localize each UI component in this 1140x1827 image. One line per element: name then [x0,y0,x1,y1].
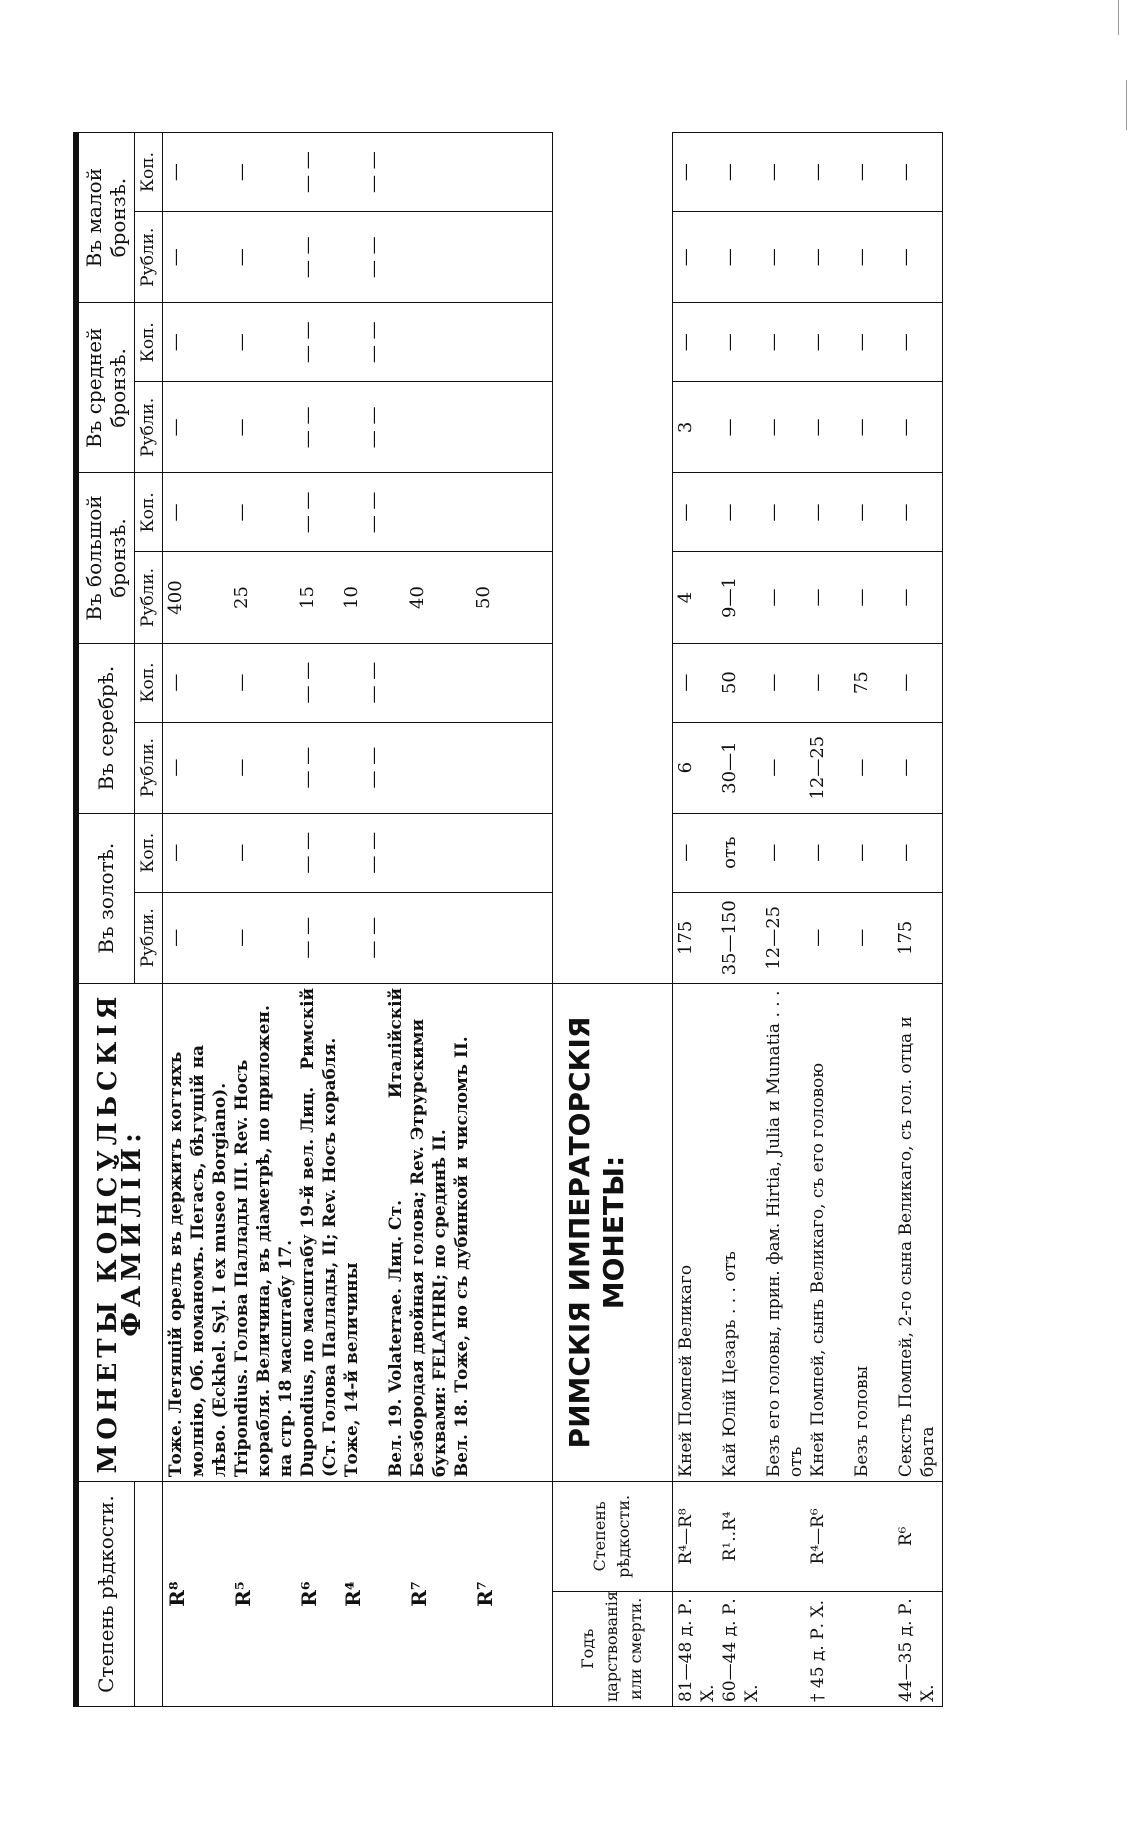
gold-value: 175 [894,920,916,955]
imperial-rarity-header: Степень рѣдкости. [552,1482,672,1591]
silver-kop-value: 75 [850,671,872,695]
large-bronze-value: — [894,588,916,607]
kop-subheader: Коп. [134,133,162,212]
silver-kop-values: — — — — — — [162,643,552,722]
silver-value: 12—25 [806,735,828,800]
margin-mark [1118,0,1119,35]
large-bronze-value: 400 [164,580,186,615]
large-bronze-rub-values [162,552,552,643]
gold-kop-value: — [850,843,872,862]
large-bronze-value: — [806,588,828,607]
rarity-value: R⁵ [230,1581,255,1607]
coin-description: Безъ головы [851,1365,872,1478]
middle-bronze-kop-values: — — — — — — [162,303,552,382]
coin-price-table [73,132,943,1707]
coin-description: Тоже. Летящій орелъ въ держитъ когтяхъ молнію, Об. номаномъ. Пегасъ, бѣгущій на лѣво. (Eckhel. Syl. I ex museo Borgiano). [165,1044,230,1478]
year-value: 60—44 д. Р. Х. [719,1598,762,1702]
gold-value: — [806,928,828,947]
imperial-descriptions [672,983,943,1481]
imperial-middle-rub [672,382,943,473]
year-value [851,1596,895,1702]
imperial-small-rub: — — — — — — [672,212,943,303]
large-bronze-value: 50 [472,586,494,609]
year-header: Годъ царствованія или смерти. [552,1591,672,1706]
rarity-value [763,1486,807,1586]
consular-descriptions [162,983,552,1481]
margin-mark [1126,80,1127,130]
gold-kop-value: — [806,843,828,862]
large-bronze-header: Въ большой бронзѣ. [76,473,134,643]
silver-kop-value: — [674,673,696,692]
imperial-middle-kop: — — — — — — [672,303,943,382]
coin-description: Tripondius. Голова Паллады III. Rev. Носъ корабля. Величина, въ діаметрѣ, по приложен. на стр. 18 масштабу 17. [231,1005,296,1478]
rarity-value: R⁴ [340,1581,365,1607]
imperial-large-rub [672,552,943,643]
middle-bronze-value: 3 [674,421,696,434]
silver-value: 6 [674,761,696,774]
coin-description: Секстъ Помпей, 2-го сына Великаго, съ гол. отца и брата [895,1016,938,1478]
middle-bronze-value: — [762,418,784,437]
large-bronze-value: 25 [230,586,252,609]
gold-value: — [850,928,872,947]
gold-header: Въ золотѣ. [76,813,134,983]
large-bronze-value: 15 [296,586,318,609]
imperial-small-kop: — — — — — — [672,133,943,212]
rarity-value: R¹..R⁴ [719,1511,740,1562]
silver-kop-value: — [762,673,784,692]
silver-kop-value: — [894,673,916,692]
imperial-silver-kop [672,643,943,722]
italic-label: Италійскій [385,987,406,1099]
rarity-value: R⁶ [895,1526,916,1547]
large-bronze-value: — [762,588,784,607]
small-bronze-header: Въ малой бронзѣ. [76,133,134,303]
rub-subheader: Рубли. [134,552,162,643]
middle-bronze-rub-values: — — — — — — [162,382,552,473]
large-bronze-value: 9—1 [718,577,740,618]
kop-subheader: Коп. [134,303,162,382]
middle-bronze-header: Въ средней бронзѣ. [76,303,134,473]
small-bronze-kop-values: — — — — — — [162,133,552,212]
rub-subheader: Рубли. [134,892,162,983]
large-bronze-value: 10 [340,586,362,609]
gold-rub-values: — — — — — — [162,892,552,983]
large-bronze-kop-values: — — — — — — [162,473,552,552]
middle-bronze-value: — [894,418,916,437]
imperial-title: РИМСКІЯ ИМПЕРАТОРСКІЯ МОНЕТЫ: [552,983,672,1481]
rub-subheader: Рубли. [134,722,162,813]
coin-description: Кней Помпей, сынъ Великаго, съ его головою [807,1062,828,1478]
gold-kop-values: — — — — — — [162,813,552,892]
kop-subheader: Коп. [134,473,162,552]
middle-bronze-value: — [850,418,872,437]
imperial-rarities [672,1482,943,1591]
gold-kop-value: отъ [718,836,740,869]
silver-value: — [894,758,916,777]
silver-kop-value: 50 [718,671,740,695]
year-value: † 45 д. Р. Х. [807,1600,828,1702]
rarity-value: R⁴—R⁶ [807,1508,828,1565]
silver-header: Въ серебрѣ. [76,643,134,813]
rub-subheader: Рубли. [134,382,162,473]
rotated-table-page [73,132,943,1707]
gold-value: 175 [674,920,696,955]
silver-value: 30—1 [718,741,740,794]
year-value [763,1596,807,1702]
rarity-value: R⁷ [472,1581,497,1607]
rarity-value: R⁸ [164,1581,189,1607]
coin-description: Вел. 19. Volaterrae. Лиц. Ст. Безбородая двойная голова; Rev. Этрурскими буквами: FELATHRI; по срединѣ II. [385,1018,450,1478]
large-bronze-value: 4 [674,591,696,604]
rarity-value: R⁴—R⁸ [675,1508,696,1565]
kop-subheader: Коп. [134,813,162,892]
silver-value: — [762,758,784,777]
large-bronze-value: — [850,588,872,607]
kop-subheader: Коп. [134,643,162,722]
section-title: МОНЕТЫ КОНСУЛЬСКІЯ ФАМИЛІЙ: [76,983,162,1481]
coin-description: Кней Помпей Великаго [675,1264,696,1478]
coin-description: Безъ его головы, прин. фам. Hirtia, Julia и Munatia . . . отъ [763,990,806,1478]
year-value: 44—35 д. Р. Х. [895,1598,938,1702]
consular-rarity-column [162,1482,552,1707]
coin-description: Dupondius, по масштабу 19-й вел. Лиц. (Ст. Голова Паллады, II; Rev. Носъ корабля. [297,1037,340,1478]
year-value: 81—48 д. Р. Х. [675,1598,718,1702]
silver-kop-value: — [806,673,828,692]
imperial-silver-rub [672,722,943,813]
rarity-value [851,1486,895,1586]
rarity-header: Степень рѣдкости. [76,1482,134,1707]
coin-description: Кай Юлій Цезарь . . . отъ [719,1251,740,1478]
large-bronze-value: 40 [406,586,428,609]
imperial-large-kop: — — — — — — [672,473,943,552]
coin-description: Тоже, 14-й величины [341,1262,362,1478]
gold-kop-value: — [762,843,784,862]
rarity-value: R⁶ [296,1581,321,1607]
middle-bronze-value: — [718,418,740,437]
small-bronze-rub-values: — — — — — — [162,212,552,303]
middle-bronze-value: — [806,418,828,437]
imperial-years [672,1591,943,1706]
silver-rub-values: — — — — — — [162,722,552,813]
gold-value: 12—25 [762,905,784,970]
roman-label: Римскій [297,987,318,1070]
gold-value: 35—150 [718,900,740,976]
rub-subheader: Рубли. [134,212,162,303]
gold-kop-value: — [674,843,696,862]
rarity-value: R⁷ [406,1581,431,1607]
gold-kop-value: — [894,843,916,862]
imperial-gold-rub [672,892,943,983]
coin-description: Вел. 18. Тоже, но съ дубинкой и числомъ II. [451,1036,472,1478]
imperial-gold-kop [672,813,943,892]
silver-value: — [850,758,872,777]
